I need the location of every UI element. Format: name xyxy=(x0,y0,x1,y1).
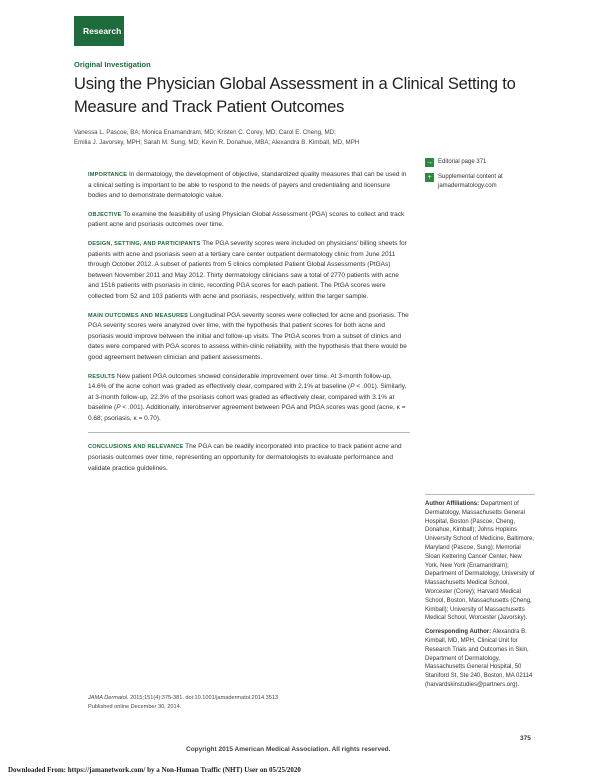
affiliations-text xyxy=(425,500,535,623)
copyright: Copyright 2015 American Medical Association. All rights reserved. xyxy=(186,746,391,753)
author-affiliations xyxy=(425,494,535,690)
citation-line xyxy=(88,694,278,703)
supplemental-link[interactable] xyxy=(425,173,535,191)
editorial-link[interactable] xyxy=(425,158,535,167)
supplemental-label xyxy=(438,173,503,191)
section-text: The PGA can be readily incorporated into practice to track patient acne and psoriasis outcomes over time, representing an opportunity for dermatologists to evaluate performance and validate practice guidelines. xyxy=(88,443,402,472)
plus-icon: + xyxy=(425,173,434,182)
supplemental-text: Supplemental content at xyxy=(438,174,503,180)
section-text: < .001). Additionally, interobserver agreement between PGA and PtGA scores was good (acne, κ = 0.68; psoriasis, κ = 0.70). xyxy=(88,404,406,422)
abstract-objective xyxy=(88,210,410,231)
abstract-results xyxy=(88,372,410,425)
abstract-importance xyxy=(88,170,410,202)
page-number: 375 xyxy=(520,735,531,742)
corresponding-author xyxy=(425,628,535,690)
download-notice: Downloaded From: https://jamanetwork.com/ by a Non-Human Traffic (NHT) User on 05/25/2020 xyxy=(8,766,301,774)
arrow-icon: → xyxy=(426,159,433,166)
corresponding-body: Alexandra B. Kimball, MD, MPH, Clinical Unit for Research Trials and Outcomes in Skin, Department of Dermatology, Massachusetts General Hospital, 50 Staniford St, Ste 240, Boston, MA 02114 (harvardskinstudies@partners.org). xyxy=(425,629,533,688)
article-title: Using the Physician Global Assessment in a Clinical Setting to Measure and Track Patient Outcomes xyxy=(74,75,516,116)
section-text: To examine the feasibility of using Physician Global Assessment (PGA) scores to collect and track patient acne and psoriasis outcomes over time. xyxy=(88,210,405,229)
p-value-letter: P xyxy=(350,383,355,391)
section-head: IMPORTANCE xyxy=(88,172,128,178)
section-tab xyxy=(74,16,124,46)
editorial-label: Editorial page 371 xyxy=(438,159,487,165)
corresponding-head: Corresponding Author: xyxy=(425,629,492,636)
abstract xyxy=(88,170,410,482)
abstract-measures xyxy=(88,311,410,364)
author-list xyxy=(74,128,414,148)
published-date: Published online December 30, 2014. xyxy=(88,703,182,710)
p-value-letter: P xyxy=(116,404,121,412)
abstract-design xyxy=(88,239,410,303)
section-head: DESIGN, SETTING, AND PARTICIPANTS xyxy=(88,240,201,247)
section-text: < .001). Similarly, at 3-month follow-up, 22.3% of the psoriasis cohort was graded as effectively clear, compared with 3.1% at baseline ( xyxy=(88,383,407,412)
journal-name: JAMA Dermatol xyxy=(88,695,127,701)
section-text: Longitudinal PGA severity scores were collected for acne and psoriasis. The PGA severity scores were analyzed over time, with the hypothesis that patient scores for both acne and psoriasis would improve between the initial and follow-up visits. The PtGA scores from a subset of clinics and dates were compared with PGA scores to assess within-clinic reliability, with the hypothesis that there would be good agreement between clinician and patient assessments. xyxy=(88,311,409,361)
section-text: New patient PGA outcomes showed considerable improvement over time. At 3-month follow-up, 14.6% of the acne cohort was graded as effectively clear, compared with 2.1% at baseline ( xyxy=(88,372,392,391)
section-text: The PGA severity scores were included on physicians' billing sheets for patients with acne and psoriasis seen at a tertiary care center outpatient dermatology clinic from June 2011 through October 2012. A subset of patients from 5 clinics completed Patient Global Assessments (PtGAs) between November 2011 and May 2012. Thirty dermatology clinicians saw a total of 2770 patients with acne and 1516 patients with psoriasis in clinic, recording PGA scores for each patient. The PtGA scores were collected from 52 and 103 patients with acne and psoriasis, respectively, within the larger sample. xyxy=(88,239,407,300)
affiliations-head: Author Affiliations: xyxy=(425,501,480,507)
section-head: CONCLUSIONS AND RELEVANCE xyxy=(88,444,184,451)
citation xyxy=(88,694,278,711)
sidebar-links xyxy=(425,158,535,191)
section-text: In dermatology, the development of objective, standardized quality measures that can be used in a clinical setting is important to be able to respond to the needs of payers and credentialing and licensure bodies and to demonstrate dermatologic value. xyxy=(88,171,407,200)
article-type: Original Investigation xyxy=(74,60,151,69)
affiliations-body: Department of Dermatology, Massachusetts General Hospital, Boston (Pascoe, Cheng, Donahue, Kimball); Johns Hopkins University School of Medicine, Baltimore, Maryland (Pascoe, Sung); Memorial Sloan Kettering Cancer Center, New York, New York (Enamandram); Department of Dermatology, University of Massachusetts Medical School, Worcester (Corey); Harvard Medical School, Boston, Massachusetts (Cheng, Kimball); University of Massachusetts Medical School, Worcester (Javorsky). xyxy=(425,501,535,622)
supplemental-url: jamadermatology.com xyxy=(438,182,497,189)
section-tab-label: Research xyxy=(83,26,122,36)
section-head: OBJECTIVE xyxy=(88,211,122,218)
section-head: MAIN OUTCOMES AND MEASURES xyxy=(88,312,189,319)
abstract-conclusions xyxy=(88,442,410,474)
section-head: RESULTS xyxy=(88,373,116,380)
authors-line: Emilia J. Javorsky, MPH; Sarah M. Sung, MD; Kevin R. Donahue, MBA; Alexandra B. Kimball, MD, MPH xyxy=(74,139,360,146)
abstract-divider xyxy=(88,432,410,433)
citation-text: . 2015;151(4):375-381. doi:10.1001/jamadermatol.2014.3513 xyxy=(126,695,279,701)
authors-line: Vanessa L. Pascoe, BA; Monica Enamandram, MD; Kristen C. Corey, MD; Carol E. Cheng, MD; xyxy=(74,129,336,136)
